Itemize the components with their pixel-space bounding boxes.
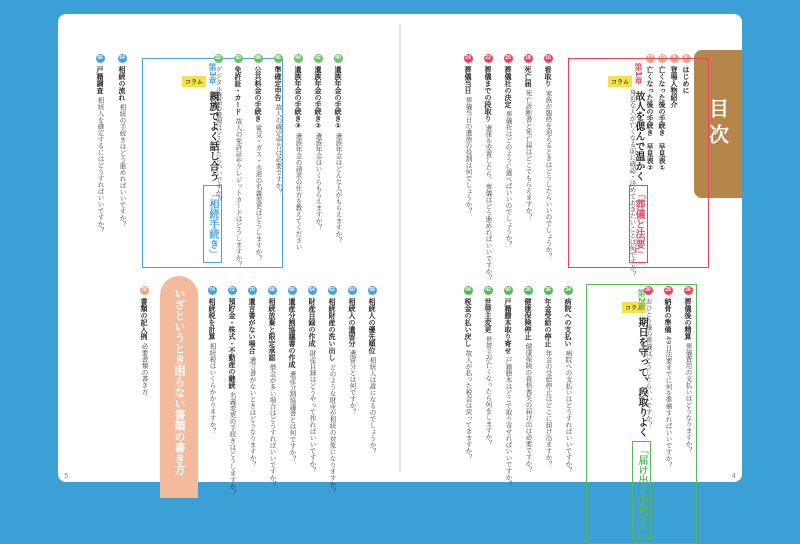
item-question: 戸籍謄本はどこで取り寄せればいいですか？ xyxy=(504,357,513,487)
chapter-subtitle: 「葬儀と法要」 xyxy=(629,185,648,263)
chapter-number: 第3章 xyxy=(208,63,217,85)
list-item[interactable] xyxy=(292,54,304,250)
item-question: 名義変更の手続きはどうしますか？ xyxy=(228,392,237,496)
book-spread xyxy=(58,14,742,535)
item-number: 74 xyxy=(209,287,215,293)
list-item[interactable] xyxy=(462,54,474,214)
list-item[interactable] xyxy=(226,286,238,496)
item-title: 年金受給の停止 xyxy=(544,298,552,347)
item-title: 遺族年金の手続き③ xyxy=(294,66,302,130)
item-title: 葬儀までの段取り xyxy=(484,66,492,122)
item-number: 36 xyxy=(545,287,551,293)
item-title: 健康保険停止 xyxy=(524,298,532,340)
item-title: 遺族年金の手続き① xyxy=(334,66,342,130)
list-item[interactable] xyxy=(306,286,318,474)
chapter-title: 親族でよく話し合う xyxy=(207,90,218,181)
item-question: 家族が臨終を迎えるときはどうしたらいいのでしょうか？ xyxy=(544,90,553,259)
item-number: 40 xyxy=(505,287,511,293)
item-number: 8 xyxy=(670,54,679,63)
list-item[interactable] xyxy=(312,54,324,231)
item-title: 相続人の優先順位 xyxy=(368,298,376,354)
item-number: 18 xyxy=(525,55,531,61)
list-item[interactable] xyxy=(562,286,574,474)
item-question: 故人の免許証やクレジットカードはどうしますか？ xyxy=(234,118,243,268)
item-title: 免許証・カード xyxy=(234,66,242,115)
list-item[interactable] xyxy=(212,54,224,203)
list-item[interactable] xyxy=(522,54,534,220)
item-question: 年金の受給停止はどこに届け出ますか？ xyxy=(544,350,553,467)
toc-tab-label: 目次 xyxy=(705,98,730,150)
item-question: デジタル遺品の整理はどうしたらいいですか？ xyxy=(214,66,223,203)
list-item[interactable] xyxy=(94,54,106,234)
item-number: 34 xyxy=(565,287,571,293)
chapter-title: 故人を偲んで温かく xyxy=(633,90,644,181)
item-question: 相続人を確定するにはどうすればいいですか？ xyxy=(96,97,105,234)
item-title: 相続人の遺留分 xyxy=(348,298,356,347)
item-question: 相続税はいくらかかりますか？ xyxy=(208,343,217,434)
column-tag: コラム xyxy=(622,302,646,313)
item-question: 病院への支払いはどうすればいいですか？ xyxy=(564,350,573,474)
column-question: 身近な人が亡くなる前に確認・決めておきたいことは何ですか？ xyxy=(628,89,637,278)
item-title: 遺族年金の手続き② xyxy=(314,66,322,130)
item-title: 看取り xyxy=(544,66,552,87)
list-item[interactable] xyxy=(366,286,378,455)
item-number: 48 xyxy=(255,55,261,61)
item-number: 64 xyxy=(309,287,315,293)
item-question: 世帯主が亡くなったら何をしますか？ xyxy=(484,336,493,447)
item-number: 40 xyxy=(335,55,341,61)
item-number: 44 xyxy=(465,287,471,293)
list-item[interactable] xyxy=(206,286,218,434)
list-item[interactable] xyxy=(272,54,284,195)
item-question: 遺族年金はいくらもらえますか？ xyxy=(314,133,323,231)
item-title: 相続財産の洗い出し xyxy=(328,298,336,361)
item-number: 20 xyxy=(505,55,511,61)
list-item[interactable] xyxy=(266,286,278,488)
item-number: 68 xyxy=(269,287,275,293)
item-question: 葬儀当日の遺族の役割は何でしょうか？ xyxy=(464,97,473,214)
item-number: 6 xyxy=(682,54,691,63)
item-title: 亡くなった後の手続き 早見表① xyxy=(658,66,666,172)
page-number-left: 5 xyxy=(64,472,69,480)
item-number: 42 xyxy=(485,287,491,293)
item-question: 遺産分割協議書とは何ですか？ xyxy=(288,371,297,462)
item-question: 借金が多い場合はどうすればいいですか？ xyxy=(268,364,277,488)
chapter-2-header xyxy=(586,284,697,544)
item-question: 遺族年金の請求の仕方を教えてください xyxy=(294,133,303,250)
item-question: どのような財産が相続の対象になりますか？ xyxy=(328,364,337,494)
item-title: 相続の流れ xyxy=(118,66,126,101)
item-question: 相続の手続きはどう進めればいいですか？ xyxy=(118,104,127,228)
item-title: 病院への支払い xyxy=(564,298,572,347)
item-title: 公共料金の手続き xyxy=(254,66,262,122)
list-item[interactable] xyxy=(286,286,298,462)
item-number: 46 xyxy=(275,55,281,61)
item-number: 44 xyxy=(295,55,301,61)
item-title: 葬儀後の精算 xyxy=(684,298,692,340)
item-number: 58 xyxy=(369,287,375,293)
item-question: 故人が払った税金は戻ってきますか？ xyxy=(464,350,473,461)
list-item[interactable] xyxy=(502,286,514,487)
item-number: 28 xyxy=(665,287,671,293)
item-title: 相続税を計算 xyxy=(208,298,216,340)
item-title: 葬儀当日 xyxy=(464,66,472,94)
item-number: 60 xyxy=(349,287,355,293)
chapter-title: 期日を守って、段取りよく xyxy=(636,316,647,437)
item-title: 亡くなった後の手続き 早見表② xyxy=(646,66,654,172)
item-question: 故人の確定申告は必要ですか？ xyxy=(274,104,283,195)
list-item[interactable] xyxy=(522,286,534,473)
item-title: 世帯主変更 xyxy=(484,298,492,333)
item-title: 税金の払い戻し xyxy=(464,298,472,347)
page-number-right: 4 xyxy=(731,472,736,480)
list-item[interactable] xyxy=(232,54,244,268)
item-number: 12 xyxy=(647,55,653,61)
item-number: 22 xyxy=(485,55,491,61)
item-number: 70 xyxy=(249,287,255,293)
item-number: 16 xyxy=(545,55,551,61)
list-item[interactable] xyxy=(252,54,264,262)
list-item[interactable] xyxy=(332,54,344,244)
item-question: おひとり様の葬儀はどうしたらいいですか？ xyxy=(644,298,653,428)
item-title: 財産目録の作成 xyxy=(308,298,316,347)
item-number: 56 xyxy=(97,55,103,61)
list-item[interactable] xyxy=(502,54,514,248)
item-title: 遺言書がない場合 xyxy=(248,298,256,354)
item-number: 62 xyxy=(329,287,335,293)
chapter-4-banner xyxy=(160,276,198,498)
column-tag: コラム xyxy=(182,76,206,87)
item-number: 26 xyxy=(685,287,691,293)
item-question: 電気・ガス・水道の名義変更はどうしますか？ xyxy=(254,125,263,262)
item-title: 預貯金・株式・不動産の継続 xyxy=(228,298,236,389)
list-item[interactable] xyxy=(542,54,554,259)
column-tag: コラム xyxy=(608,76,632,87)
item-question: 死亡診断書と死亡届はどこでもらえますか？ xyxy=(524,90,533,220)
item-question: 遺留分とは何ですか？ xyxy=(348,350,357,415)
item-question: 葬儀社はどのように選べばいいのでしょうか？ xyxy=(504,111,513,248)
item-title: 納骨の準備 xyxy=(664,298,672,333)
banner-title: いざというとき困らない書類の書き方 xyxy=(173,288,186,475)
item-number: 10 xyxy=(659,55,665,61)
list-item[interactable] xyxy=(246,286,258,468)
item-question: 遺体を安置したら、葬儀はどう進めればいいですか？ xyxy=(484,125,493,281)
item-number: 50 xyxy=(235,55,241,61)
list-item[interactable] xyxy=(116,54,128,228)
item-title: はじめに xyxy=(682,66,690,94)
chapter-1-header xyxy=(568,58,709,268)
item-title: 戸籍調査 xyxy=(96,66,104,94)
item-title: 相続放棄と限定承認 xyxy=(268,298,276,361)
chapter-number: 第2章 xyxy=(637,289,646,311)
item-title: 死亡届 xyxy=(524,66,532,87)
item-number: 52 xyxy=(215,55,221,61)
item-title: 戸籍謄本取り寄せ xyxy=(504,298,512,354)
item-title: 遺産分割協議書の作成 xyxy=(288,298,296,368)
chapter-subtitle: 「相続手続き」 xyxy=(203,185,222,263)
right-page xyxy=(400,14,742,535)
item-number: 24 xyxy=(465,55,471,61)
item-number: 42 xyxy=(315,55,321,61)
item-number: 30 xyxy=(645,287,651,293)
item-question: 遺族年金はどんな人がもらえますか？ xyxy=(334,133,343,244)
item-number: 66 xyxy=(289,287,295,293)
list-item[interactable] xyxy=(462,286,474,461)
list-item[interactable] xyxy=(138,286,150,395)
item-title: 書類の記入例 xyxy=(140,298,148,340)
item-number: 72 xyxy=(229,287,235,293)
item-number: 38 xyxy=(525,287,531,293)
chapter-subtitle: 「届け出と手続き」 xyxy=(632,441,651,539)
list-item[interactable] xyxy=(346,286,358,415)
left-page xyxy=(58,14,400,496)
list-item[interactable] xyxy=(482,54,494,281)
item-question: 必要書類の書き方 xyxy=(140,343,149,395)
item-title: 登場人物紹介 xyxy=(670,66,678,108)
item-question: 相続人は誰になるのでしょうか？ xyxy=(368,357,377,455)
item-title: 葬儀社の決定 xyxy=(504,66,512,108)
item-number: 76 xyxy=(141,287,147,293)
list-item[interactable] xyxy=(482,286,494,447)
item-question: 遺言書がないときはどうなりますか？ xyxy=(248,357,257,468)
item-question: 財産目録はどうやって作ればいいですか？ xyxy=(308,350,317,474)
list-item[interactable] xyxy=(326,286,338,494)
item-question: 葬儀費用の支払いはどうなりますか？ xyxy=(684,343,693,454)
item-question: 健康保険の資格喪失の届け出は必要ですか？ xyxy=(524,343,533,473)
item-number: 54 xyxy=(119,55,125,61)
item-question: 49日法要までに何を準備すればいいですか？ xyxy=(664,336,673,468)
list-item[interactable] xyxy=(542,286,554,467)
chapter-number: 第1章 xyxy=(634,63,643,85)
item-title: 準確定申告 xyxy=(274,66,282,101)
